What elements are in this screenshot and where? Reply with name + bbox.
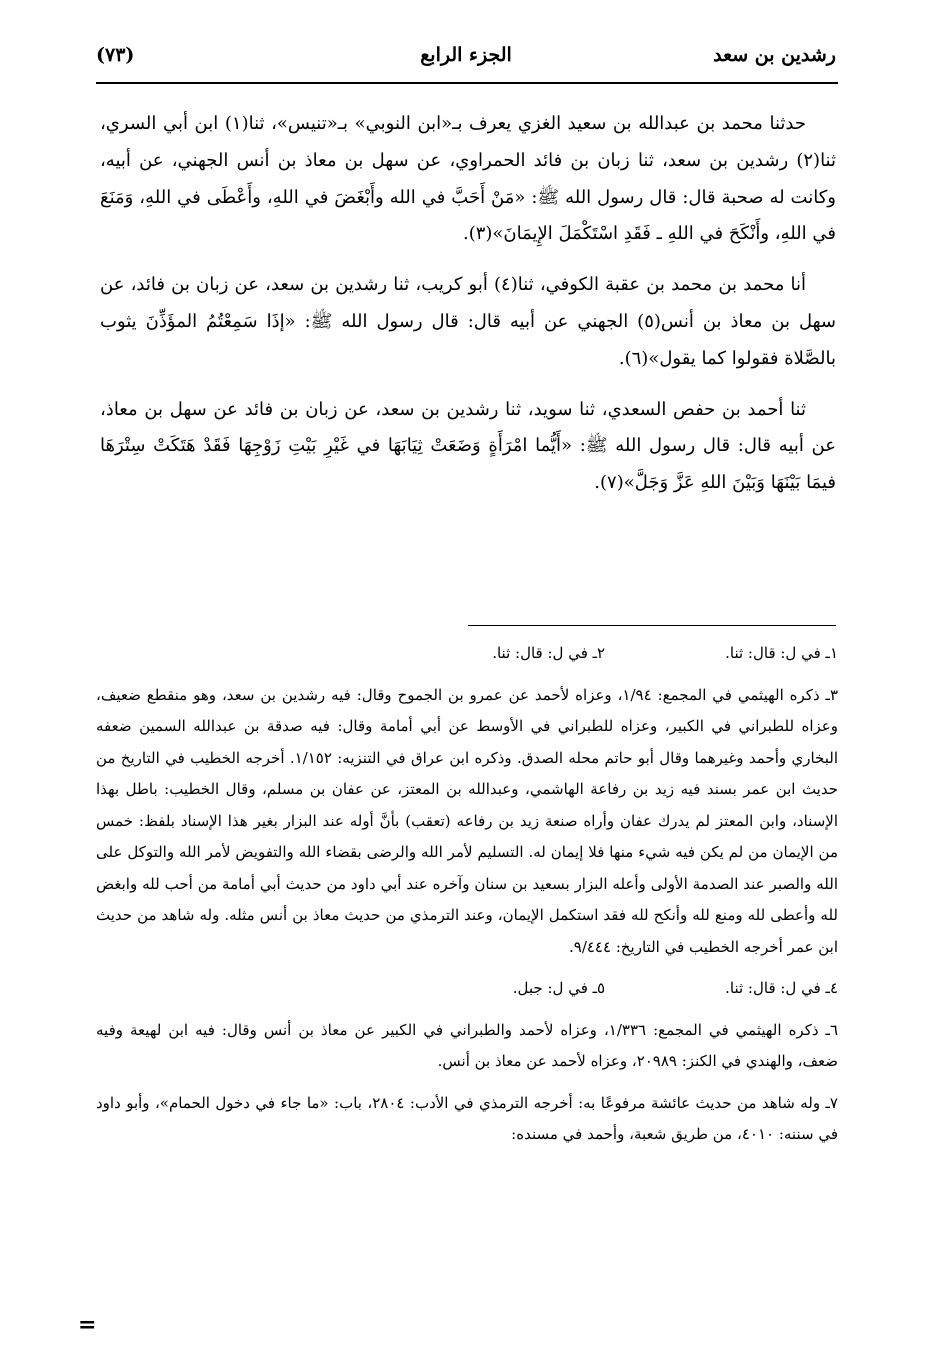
footnote-row-1-2 [96, 638, 838, 670]
header-book-title: رشدين بن سعد [713, 44, 836, 66]
continuation-mark: = [78, 1312, 97, 1338]
footnote-row-4-5 [96, 973, 838, 1005]
header-volume: الجزء الرابع [420, 44, 512, 66]
footnote-4: ٤ـ في ل: قال: ثنا. [725, 979, 838, 997]
footnote-2: ٢ـ في ل: قال: ثنا. [492, 644, 606, 662]
footnotes [96, 638, 838, 1161]
footnote-7: ٧ـ وله شاهد من حديث عائشة مرفوعًا به: أخرجه الترمذي في الأدب: ٢٨٠٤، باب: «ما جاء في دخول الحمام»، وأبو داود في سننه: ٤٠١٠، من طريق شعبة، وأحمد في مسنده: [96, 1093, 838, 1143]
running-header [96, 44, 836, 80]
footnote-3: ٣ـ ذكره الهيثمي في المجمع: ١/٩٤، وعزاه لأحمد عن عمرو بن الجموح وقال: فيه رشدين بن سعد، وهو منقطع ضعيف، وعزاه للطبراني في الكبير، وعزاه للطبراني في الأوسط عن أبي أمامة وقال: فيه صدقة بن عبدالله السمين ضعفه البخاري وأحمد وغيرهما وقال أبو حاتم محله الصدق. وذكره ابن عراق في التنزيه: ١/١٥٢. أخرجه الخطيب في التاريخ من حديث ابن عمر بسند فيه زيد بن رفاعة الهاشمي، وعبدالله بن المعتز، عن عفان بن مسلم، وقال الخطيب: باطل بهذا الإسناد، وابن المعتز لم يدرك عفان وأراه صنعة زيد بن رفاعه (تعقب) بأنَّ أوله عند البزار بغير هذا الإسناد بلفظ: خمس من الإيمان من لم يكن فيه شيء منها فلا إيمان له. التسليم لأمر الله والرضى بقضاء الله والتفويض لأمر الله والتوكل على الله والصبر عند الصدمة الأولى وأعله البزار بسعيد بن سنان وآخره عند أبي داود من حديث أبي أمامة من أحب لله وابغض لله وأعطى لله ومنع لله وأنكح لله فقد استكمل الإيمان، وعند الترمذي من حديث معاذ بن أنس مثله. وله شاهد من حديث ابن عمر أخرجه الخطيب في التاريخ: ٩/٤٤٤. [96, 685, 838, 956]
footnote-1: ١ـ في ل: قال: ثنا. [725, 644, 838, 662]
header-rule [96, 82, 838, 84]
footnote-5: ٥ـ في ل: جبل. [512, 979, 606, 997]
hadith-paragraph-3: ثنا أحمد بن حفص السعدي، ثنا سويد، ثنا رشدين بن سعد، عن زبان بن فائد عن سهل بن معاذ، عن أبيه قال: قال رسول الله ﷺ: «أَيُّما امْرَأَةٍ وَضَعَتْ ثِيَابَهَا في غَيْرِ بَيْتِ زَوْجِهَا فَقَدْ هَتَكَتْ سِتْرَهَا فيمَا بَيْنَهَا وَبَيْنَ اللهِ عَزَّ وَجَلَّ»(٧). [100, 398, 836, 494]
hadith-paragraph-1: حدثنا محمد بن عبدالله بن سعيد الغزي يعرف بـ«ابن النوبي» بـ«تنيس»، ثنا(١) ابن أبي السري، ثنا(٢) رشدين بن سعد، ثنا زبان بن فائد الحمراوي، عن سهل بن معاذ بن أنس الجهني، عن أبيه، وكانت له صحبة قال: قال رسول الله ﷺ: «مَنْ أَحَبَّ في الله وأَبْغَضَ في اللهِ، وأَعْطَى في اللهِ، وَمَنَعَ في اللهِ، وأَنْكَحَ في اللهِ ـ فَقَدِ اسْتَكْمَلَ الإِيمَانَ»(٣). [100, 113, 836, 245]
header-page-number: (٧٣) [96, 44, 135, 66]
footnote-rule [468, 625, 836, 626]
hadith-paragraph-2: أنا محمد بن محمد بن عقبة الكوفي، ثنا(٤) أبو كريب، ثنا رشدين بن سعد، عن زبان بن فائد، عن سهل بن معاذ بن أنس(٥) الجهني عن أبيه قال: قال رسول الله ﷺ: «إذَا سَمِعْتُمُ المؤَذِّنَ يثوب بالصَّلاة فقولوا كما يقول»(٦). [100, 274, 836, 369]
footnote-6: ٦ـ ذكره الهيثمي في المجمع: ١/٣٣٦، وعزاه لأحمد والطبراني في الكبير عن معاذ بن أنس وقال: فيه ابن لهيعة وفيه ضعف، والهندي في الكنز: ٢٠٩٨٩، وعزاه لأحمد عن معاذ بن أنس. [96, 1020, 839, 1070]
main-text [100, 106, 836, 516]
